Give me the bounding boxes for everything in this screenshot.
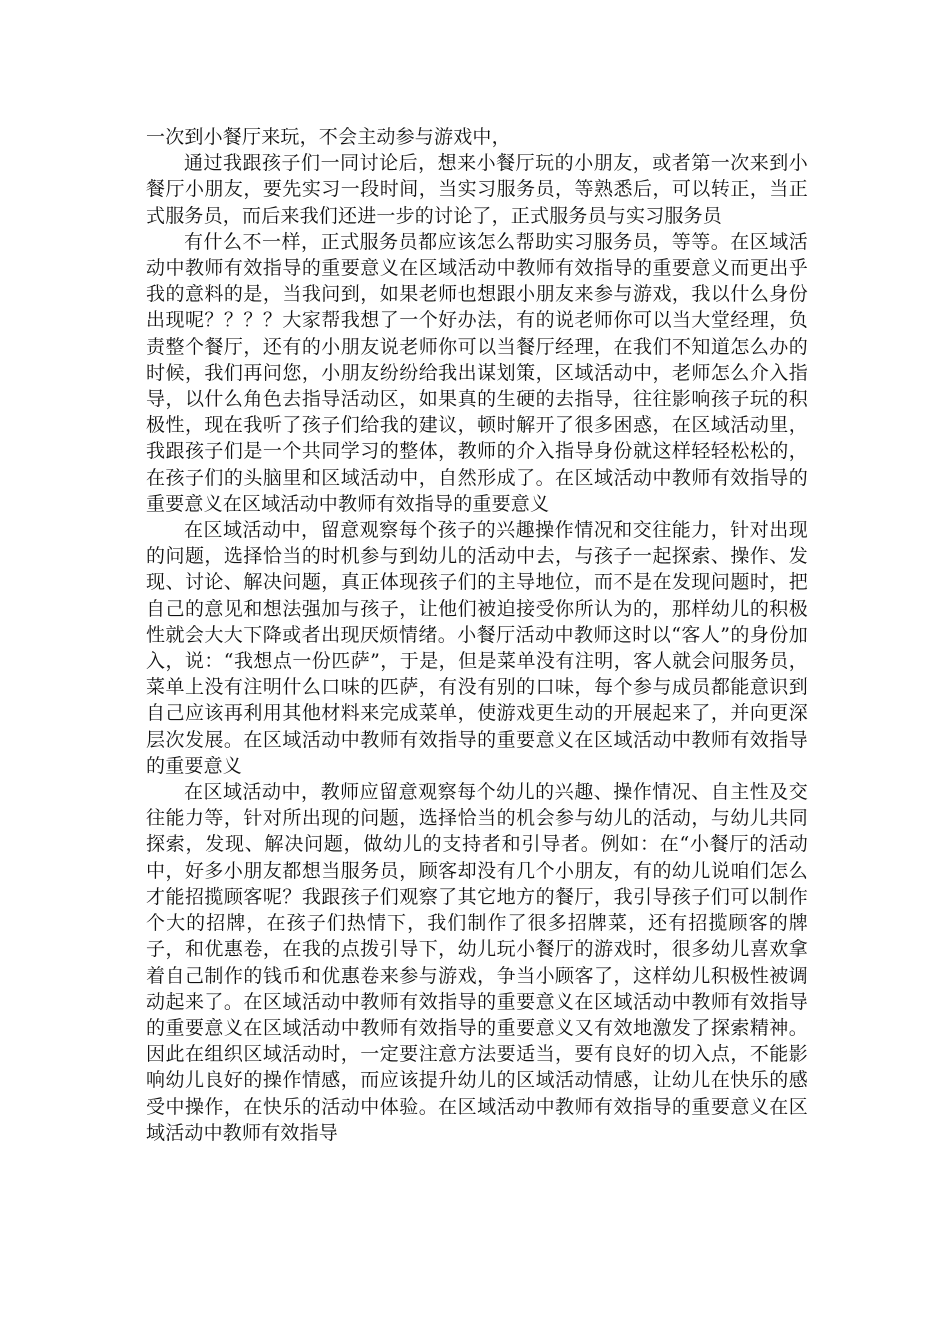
paragraph-5: 在区域活动中，教师应留意观察每个幼儿的兴趣、操作情况、自主性及交往能力等，针对所出现的问题，选择恰当的机会参与幼儿的活动，与幼儿共同探索，发现、解决问题，做幼儿的支持者和引导者。例如：在“小餐厅的活动中，好多小朋友都想当服务员，顾客却没有几个小朋友，有的幼儿说咱们怎么才能招揽顾客呢？我跟孩子们观察了其它地方的餐厅，我引导孩子们可以制作个大的招牌，在孩子们热情下，我们制作了很多招牌菜，还有招揽顾客的牌子，和优惠卷，在我的点拨引导下，幼儿玩小餐厅的游戏时，很多幼儿喜欢拿着自己制作的钱币和优惠卷来参与游戏，争当小顾客了，这样幼儿积极性被调动起来了。在区域活动中教师有效指导的重要意义在区域活动中教师有效指导的重要意义在区域活动中教师有效指导的重要意义又有效地激发了探索精神。因此在组织区域活动时，一定要注意方法要适当，要有良好的切入点，不能影响幼儿良好的操作情感，而应该提升幼儿的区域活动情感，让幼儿在快乐的感受中操作，在快乐的活动中体验。在区域活动中教师有效指导的重要意义在区域活动中教师有效指导	[146, 781, 808, 1144]
paragraph-2: 通过我跟孩子们一同讨论后，想来小餐厅玩的小朋友，或者第一次来到小餐厅小朋友，要先实习一段时间，当实习服务员，等熟悉后，可以转正，当正式服务员，而后来我们还进一步的讨论了，正式服务员与实习服务员	[146, 152, 808, 227]
paragraph-3: 有什么不一样，正式服务员都应该怎么帮助实习服务员，等等。在区域活动中教师有效指导的重要意义在区域活动中教师有效指导的重要意义而更出乎我的意料的是，当我问到，如果老师也想跟小朋友来参与游戏，我以什么身份出现呢？？？？大家帮我想了一个好办法，有的说老师你可以当大堂经理，负责整个餐厅，还有的小朋友说老师你可以当餐厅经理，在我们不知道怎么办的时候，我们再问您，小朋友纷纷给我出谋划策，区域活动中，老师怎么介入指导，以什么角色去指导活动区，如果真的生硬的去指导，往往影响孩子玩的积极性，现在我听了孩子们给我的建议，顿时解开了很多困惑，在区域活动里，我跟孩子们是一个共同学习的整体，教师的介入指导身份就这样轻轻松松的，在孩子们的头脑里和区域活动中，自然形成了。在区域活动中教师有效指导的重要意义在区域活动中教师有效指导的重要意义	[146, 230, 808, 515]
paragraph-1: 一次到小餐厅来玩，不会主动参与游戏中，	[146, 126, 511, 148]
document-body	[146, 124, 808, 1146]
paragraph-4: 在区域活动中，留意观察每个孩子的兴趣操作情况和交往能力，针对出现的问题，选择恰当的时机参与到幼儿的活动中去，与孩子一起探索、操作、发现、讨论、解决问题，真正体现孩子们的主导地位，而不是在发现问题时，把自己的意见和想法强加与孩子，让他们被迫接受你所认为的，那样幼儿的积极性就会大大下降或者出现厌烦情绪。小餐厅活动中教师这时以“客人”的身份加入，说：“我想点一份匹萨”，于是，但是菜单没有注明，客人就会问服务员，菜单上没有注明什么口味的匹萨，有没有别的口味，每个参与成员都能意识到自己应该再利用其他材料来完成菜单，使游戏更生动的开展起来了，并向更深层次发展。在区域活动中教师有效指导的重要意义在区域活动中教师有效指导的重要意义	[146, 519, 808, 777]
